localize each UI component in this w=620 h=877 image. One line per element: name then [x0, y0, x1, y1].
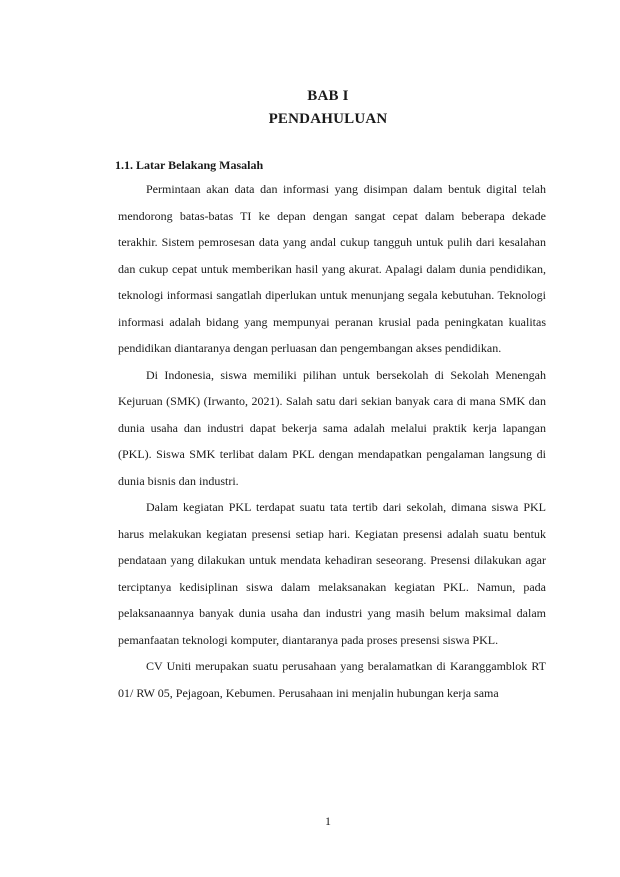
body-text [118, 176, 546, 706]
paragraph: Di Indonesia, siswa memiliki pilihan untuk bersekolah di Sekolah Menengah Kejuruan (SMK) (Irwanto, 2021). Salah satu dari sekian banyak cara di mana SMK dan dunia usaha dan industri dapat bekerja sama adalah melalui praktik kerja lapangan (PKL). Siswa SMK terlibat dalam PKL dengan mendapatkan pengalaman langsung di dunia bisnis dan industri. [118, 367, 546, 488]
section-heading: 1.1. Latar Belakang Masalah [115, 158, 264, 172]
chapter-title: PENDAHULUAN [268, 111, 388, 127]
paragraph: Permintaan akan data dan informasi yang disimpan dalam bentuk digital telah mendorong batas-batas TI ke depan dengan sangat cepat dalam beberapa dekade terakhir. Sistem pemrosesan data yang andal cukup tangguh untuk pulih dari kesalahan dan cukup cepat untuk memberikan hasil yang akurat. Apalagi dalam dunia pendidikan, teknologi informasi sangatlah diperlukan untuk menunjang segala kebutuhan. Teknologi informasi adalah bidang yang mempunyai peranan krusial pada peningkatan kualitas pendidikan diantaranya dengan perluasan dan pengembangan akses pendidikan. [118, 182, 546, 355]
paragraph: Dalam kegiatan PKL terdapat suatu tata tertib dari sekolah, dimana siswa PKL harus melakukan kegiatan presensi setiap hari. Kegiatan presensi adalah suatu bentuk pendataan yang dilakukan untuk mendata kehadiran seseorang. Presensi dilakukan agar terciptanya kedisiplinan siswa dalam melaksanakan kegiatan PKL. Namun, pada pelaksanaannya banyak dunia usaha dan industri yang masih belum maksimal dalam pemanfaatan teknologi komputer, diantaranya pada proses presensi siswa PKL. [118, 500, 546, 647]
paragraph: CV Uniti merupakan suatu perusahaan yang beralamatkan di Karanggamblok RT 01/ RW 05, Pejagoan, Kebumen. Perusahaan ini menjalin hubungan kerja sama [118, 659, 546, 700]
page-number: 1 [325, 814, 331, 828]
chapter-number: BAB I [307, 88, 349, 104]
